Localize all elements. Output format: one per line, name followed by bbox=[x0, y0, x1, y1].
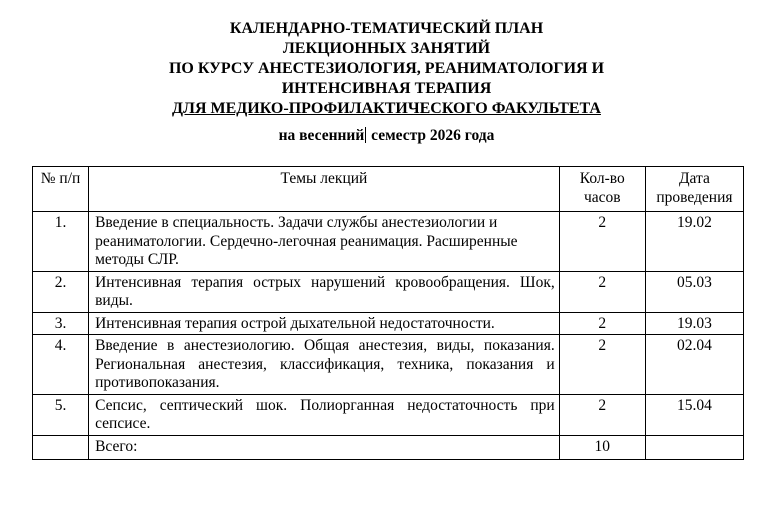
row-date: 15.04 bbox=[645, 394, 743, 435]
row-number: 4. bbox=[33, 335, 89, 395]
row-hours: 2 bbox=[559, 335, 645, 395]
row-hours: 2 bbox=[559, 271, 645, 312]
title-line-1: КАЛЕНДАРНО-ТЕМАТИЧЕСКИЙ ПЛАН bbox=[229, 20, 544, 37]
row-hours: 2 bbox=[559, 212, 645, 272]
row-number: 2. bbox=[33, 271, 89, 312]
header-hours: Кол-во часов bbox=[559, 167, 645, 212]
total-label: Всего: bbox=[89, 435, 560, 460]
row-number: 3. bbox=[33, 312, 89, 335]
table-row bbox=[33, 312, 744, 335]
header-topic: Темы лекций bbox=[89, 167, 560, 212]
document-title bbox=[0, 19, 773, 119]
title-line-5: ДЛЯ МЕДИКО-ПРОФИЛАКТИЧЕСКОГО ФАКУЛЬТЕТА bbox=[172, 100, 601, 117]
header-number: № п/п bbox=[33, 167, 89, 212]
row-date: 02.04 bbox=[645, 335, 743, 395]
table-row bbox=[33, 335, 744, 395]
row-number: 5. bbox=[33, 394, 89, 435]
row-topic: Интенсивная терапия острой дыхательной недостаточности. bbox=[89, 312, 560, 335]
subtitle-part-2: семестр 2026 года bbox=[367, 127, 495, 144]
row-hours: 2 bbox=[559, 312, 645, 335]
total-row bbox=[33, 435, 744, 460]
row-topic: Сепсис, септический шок. Полиорганная недостаточность при сепсисе. bbox=[89, 394, 560, 435]
row-topic: Введение в специальность. Задачи службы анестезиологии и реаниматологии. Сердечно-легочная реанимация. Расширенные методы СЛР. bbox=[89, 212, 560, 272]
row-date: 05.03 bbox=[645, 271, 743, 312]
title-line-4: ИНТЕНСИВНАЯ ТЕРАПИЯ bbox=[281, 80, 492, 97]
total-date-cell bbox=[645, 435, 743, 460]
row-date: 19.02 bbox=[645, 212, 743, 272]
title-line-2: ЛЕКЦИОННЫХ ЗАНЯТИЙ bbox=[282, 40, 491, 57]
row-date: 19.03 bbox=[645, 312, 743, 335]
row-topic: Введение в анестезиологию. Общая анестезия, виды, показания. Региональная анестезия, классификация, техника, показания и противопоказания. bbox=[89, 335, 560, 395]
row-hours: 2 bbox=[559, 394, 645, 435]
table-row bbox=[33, 394, 744, 435]
title-line-3: ПО КУРСУ АНЕСТЕЗИОЛОГИЯ, РЕАНИМАТОЛОГИЯ И bbox=[168, 60, 605, 77]
table-row bbox=[33, 271, 744, 312]
subtitle-part-1: на весенний bbox=[278, 127, 365, 144]
table-header-row bbox=[33, 167, 744, 212]
total-hours: 10 bbox=[559, 435, 645, 460]
header-date: Дата проведения bbox=[645, 167, 743, 212]
lecture-plan-table bbox=[32, 166, 744, 460]
row-number: 1. bbox=[33, 212, 89, 272]
row-topic: Интенсивная терапия острых нарушений кровообращения. Шок, виды. bbox=[89, 271, 560, 312]
document-subtitle bbox=[0, 126, 773, 146]
table-row bbox=[33, 212, 744, 272]
total-number-cell bbox=[33, 435, 89, 460]
